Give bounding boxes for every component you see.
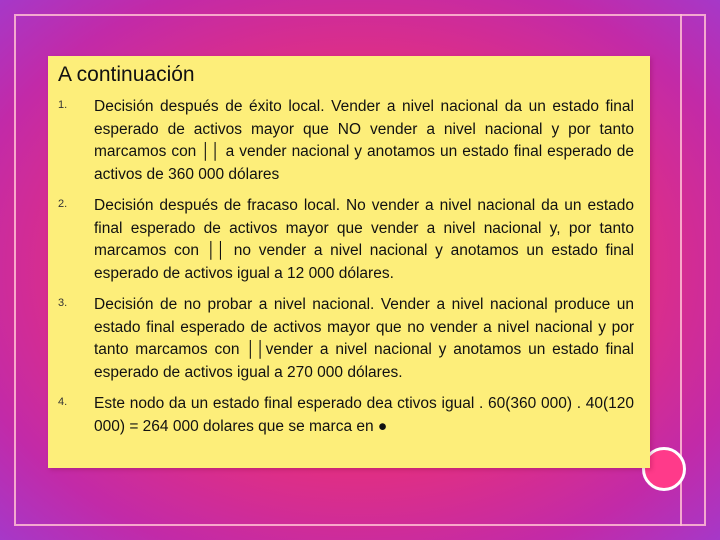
list-item [48,195,650,285]
list-item-text: Decisión después de éxito local. Vender a nivel nacional da un estado final esperado de activos mayor que NO vender a nivel nacional y por tanto marcamos con ││ a vender nacional y anotamos un estado final esperado de activos de 360 000 dólares [94,98,634,183]
right-decor-strip [680,14,706,526]
list-item-number: 3. [58,297,68,309]
list-item-number: 4. [58,396,68,408]
list-item-number: 1. [58,99,68,111]
content-box [48,56,650,468]
list-item [48,393,650,438]
list-item-number: 2. [58,198,68,210]
list-item-text: Decisión después de fracaso local. No vender a nivel nacional da un estado final esperado de activos mayor que vender a nivel nacional y, por tanto marcamos con ││ no vender a nivel nacional y anotamos un estado final esperado de activos igual a 12 000 dólares. [94,197,634,282]
numbered-list [48,96,650,447]
list-item-text: Decisión de no probar a nivel nacional. Vender a nivel nacional produce un estado final esperado de activos mayor que no vender a nivel nacional y por tanto marcamos con ││vender a nivel nacional y anotamos un estado final esperado de activos igual a 270 000 dólares. [94,296,634,381]
list-item [48,96,650,186]
list-item [48,294,650,384]
list-item-text: Este nodo da un estado final esperado dea ctivos igual . 60(360 000) . 40(120 000) = 264 000 dolares que se marca en ● [94,395,634,435]
slide-title: A continuación [58,63,195,86]
